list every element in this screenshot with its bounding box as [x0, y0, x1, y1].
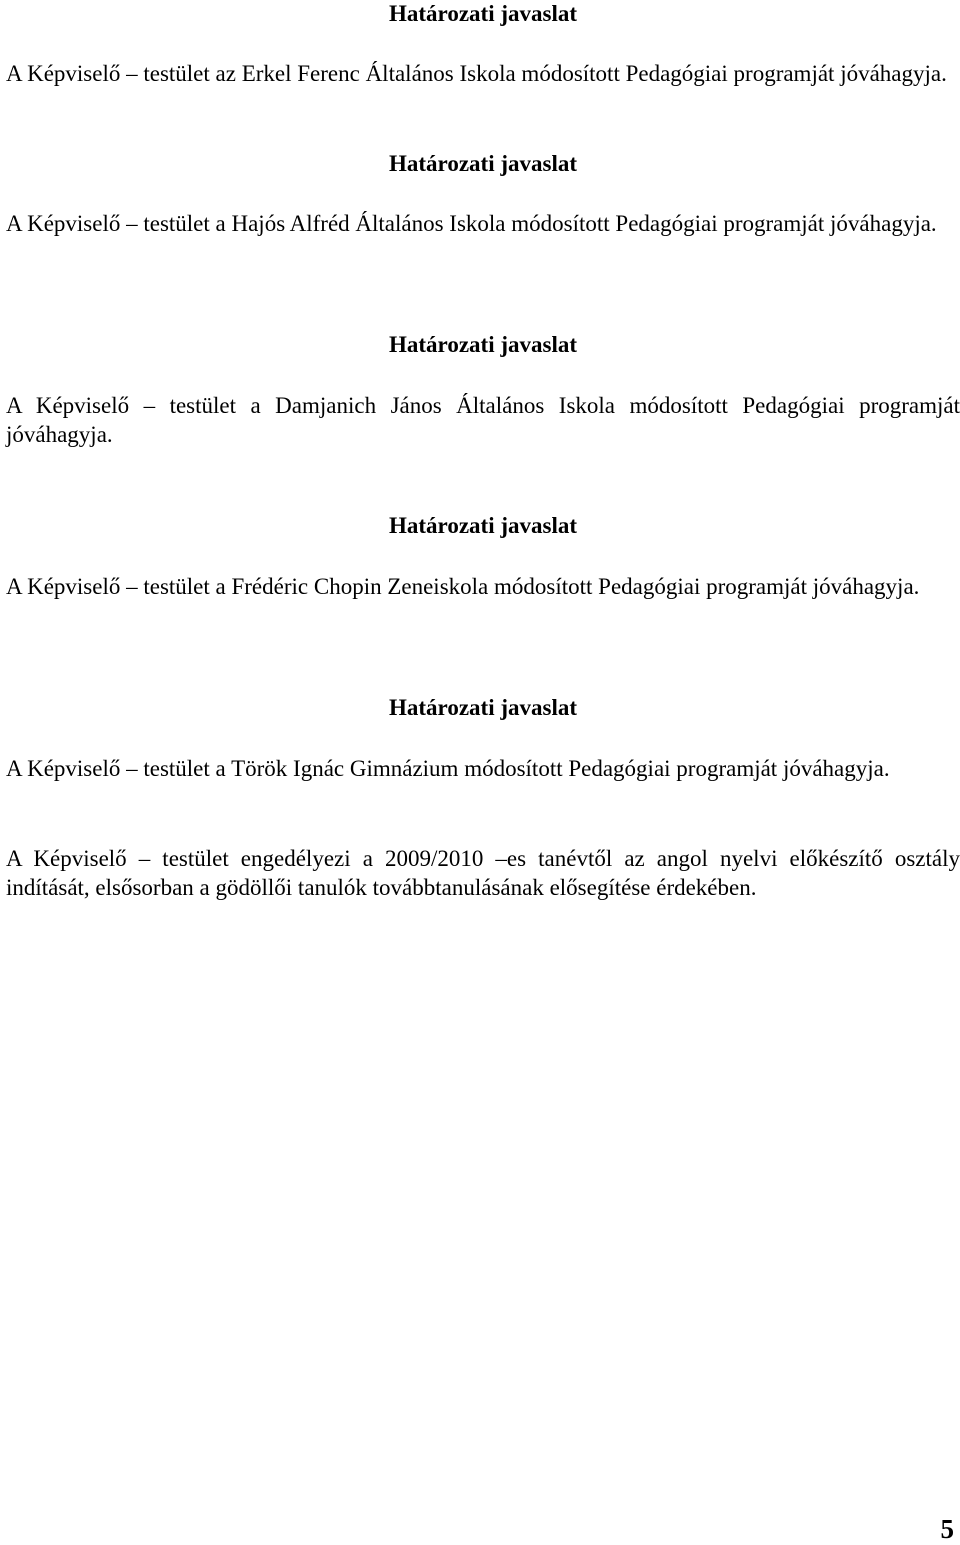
section-1-text: A Képviselő – testület az Erkel Ferenc Általános Iskola módosított Pedagógiai programját jóváhagyja. [6, 61, 947, 86]
section-1-heading: Határozati javaslat [388, 1, 577, 26]
closing-paragraph: A Képviselő – testület engedélyezi a 2009/2010 –es tanévtől az angol nyelvi előkészítő osztály indítását, elsősorban a gödöllői tanulók továbbtanulásának elősegítése érdekében. [6, 846, 960, 900]
page-number: 5 [940, 1514, 954, 1544]
section-3-heading: Határozati javaslat [388, 332, 577, 357]
section-2-heading: Határozati javaslat [388, 151, 577, 176]
section-3-text: A Képviselő – testület a Damjanich János Általános Iskola módosított Pedagógiai programját jóváhagyja. [6, 393, 960, 447]
document-page [6, 0, 960, 1545]
section-4-heading: Határozati javaslat [388, 513, 577, 538]
section-2-text: A Képviselő – testület a Hajós Alfréd Általános Iskola módosított Pedagógiai programját jóváhagyja. [6, 211, 937, 236]
section-5-text: A Képviselő – testület a Török Ignác Gimnázium módosított Pedagógiai programját jóváhagyja. [6, 756, 890, 781]
section-4-text: A Képviselő – testület a Frédéric Chopin Zeneiskola módosított Pedagógiai programját jóváhagyja. [6, 574, 920, 599]
section-5-heading: Határozati javaslat [388, 695, 577, 720]
